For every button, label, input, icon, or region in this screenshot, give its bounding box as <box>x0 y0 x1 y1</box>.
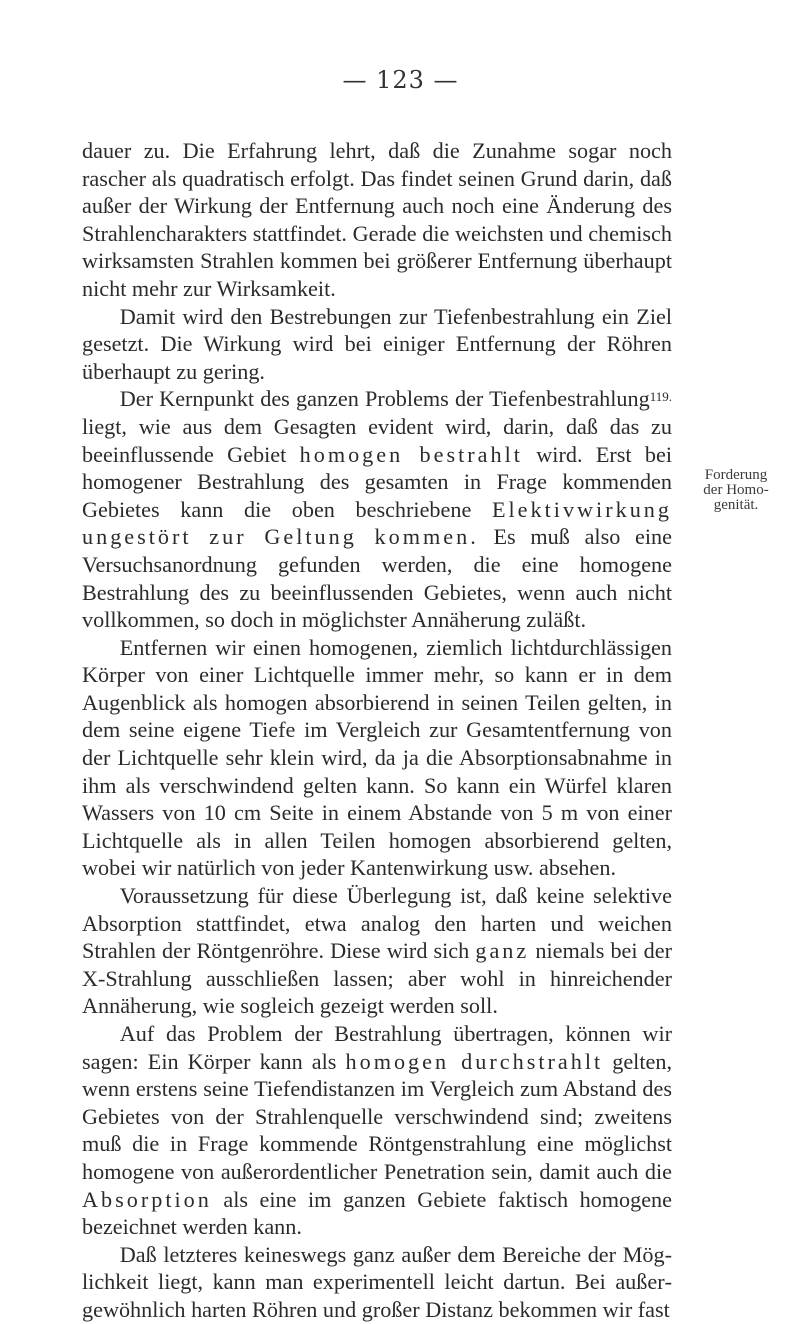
paragraph <box>82 1020 672 1241</box>
paragraph-text: Auf das Problem der Bestrahlung übertragen, können wir sagen: Ein Körper kann als <box>82 1021 672 1074</box>
paragraph <box>82 882 672 1020</box>
footnote-ref: 119. <box>649 389 672 405</box>
emphasized-text: Elektivwirkung ungestört zur Geltung kommen. <box>82 496 672 550</box>
paragraph <box>82 1241 672 1324</box>
margin-note-line: der Homo- <box>703 482 769 498</box>
paragraph-text: als eine im ganzen Gebiete faktisch homogene bezeichnet werden kann. <box>82 1186 672 1240</box>
emphasized-text: homogen durchstrahlt <box>345 1048 604 1074</box>
paragraph-text: gelten, wenn erstens seine Tiefendistanzen im Vergleich zum Abstand des Gebietes von der Strahlenquelle verschwindend sind; zweitens muß die in Frage kommende Röntgenstrahlung eine möglichst homogene von außerordentlicher Penetration sein, damit auch die <box>82 1048 672 1184</box>
paragraph <box>82 303 672 386</box>
paragraph-text: Es muß also eine Versuchsanordnung gefunden werden, die eine homogene Bestrahlung des zu beeinflussenden Gebietes, wenn auch nicht vollkommen, so doch in möglichster Annäherung zuläßt. <box>82 524 672 633</box>
emphasized-text: Absorption <box>82 1186 212 1212</box>
margin-note-line: Forderung <box>704 467 768 483</box>
paragraph-text: Daß letzteres keineswegs ganz außer dem Bereiche der Möglichkeit liegt, kann man experimentell leicht dartun. Bei außergewöhnlich harten Röhren und großer Distanz bekommen wir fast <box>82 1241 672 1322</box>
paragraph <box>82 137 672 303</box>
emphasized-text: ganz <box>475 938 530 964</box>
emphasized-text: homogen bestrahlt <box>299 441 523 467</box>
paragraph <box>82 385 672 633</box>
paragraph-text: wird. Erst bei homogener Bestrahlung des gesamten in Frage kommenden Gebietes kann die oben beschriebene <box>82 441 672 522</box>
paragraph <box>82 634 672 882</box>
page-number: — 123 — <box>342 66 459 94</box>
paragraph-text: Voraussetzung für diese Überlegung ist, daß keine selektive Absorption stattfindet, etwa analog den harten und weichen Strahlen der Röntgenröhre. Diese wird sich <box>82 883 672 964</box>
margin-note <box>675 468 797 513</box>
paragraph-text: niemals bei der X-Strahlung ausschließen lassen; aber wohl in hinreichender Annäherung, wie sogleich gezeigt werden soll. <box>82 938 672 1019</box>
margin-note-line: genität. <box>713 497 759 513</box>
paragraph-text: Entfernen wir einen homogenen, ziemlich lichtdurchlässigen Körper von einer Lichtquelle immer mehr, so kann er in dem Augenblick als homogen absorbierend in seinen Teilen gelten, in dem seine eigene Tiefe im Vergleich zur Gesamtentfernung von der Lichtquelle sehr klein wird, da ja die Absorptionsabnahme in ihm als verschwindend gelten kann. So kann ein Würfel klaren Wassers von 10 cm Seite in einem Abstande von 5 m von einer Lichtquelle als in allen Teilen homogen absorbierend gelten, wobei wir natürlich von jeder Kantenwirkung usw. absehen. <box>82 634 672 881</box>
body-text <box>82 137 672 1324</box>
paragraph-text: dauer zu. Die Erfahrung lehrt, daß die Zunahme sogar noch rascher als quadratisch erfolgt. Das findet seinen Grund darin, daß außer der Wirkung der Entfernung auch noch eine Änderung des Strahlencharakters stattfindet. Gerade die weichsten und chemisch wirksamsten Strahlen kommen bei größerer Entfernung überhaupt nicht mehr zur Wirksamkeit. <box>82 138 672 301</box>
paragraph-text: Der Kernpunkt des ganzen Problems der Tiefenbestrahlung <box>119 386 650 412</box>
paragraph-text: liegt, wie aus dem Gesagten evident wird, darin, daß das zu beeinflussende Gebiet <box>82 413 672 467</box>
paragraph-text: Damit wird den Bestrebungen zur Tiefenbestrahlung ein Ziel gesetzt. Die Wirkung wird bei einiger Entfernung der Röhren überhaupt zu gering. <box>82 303 672 384</box>
